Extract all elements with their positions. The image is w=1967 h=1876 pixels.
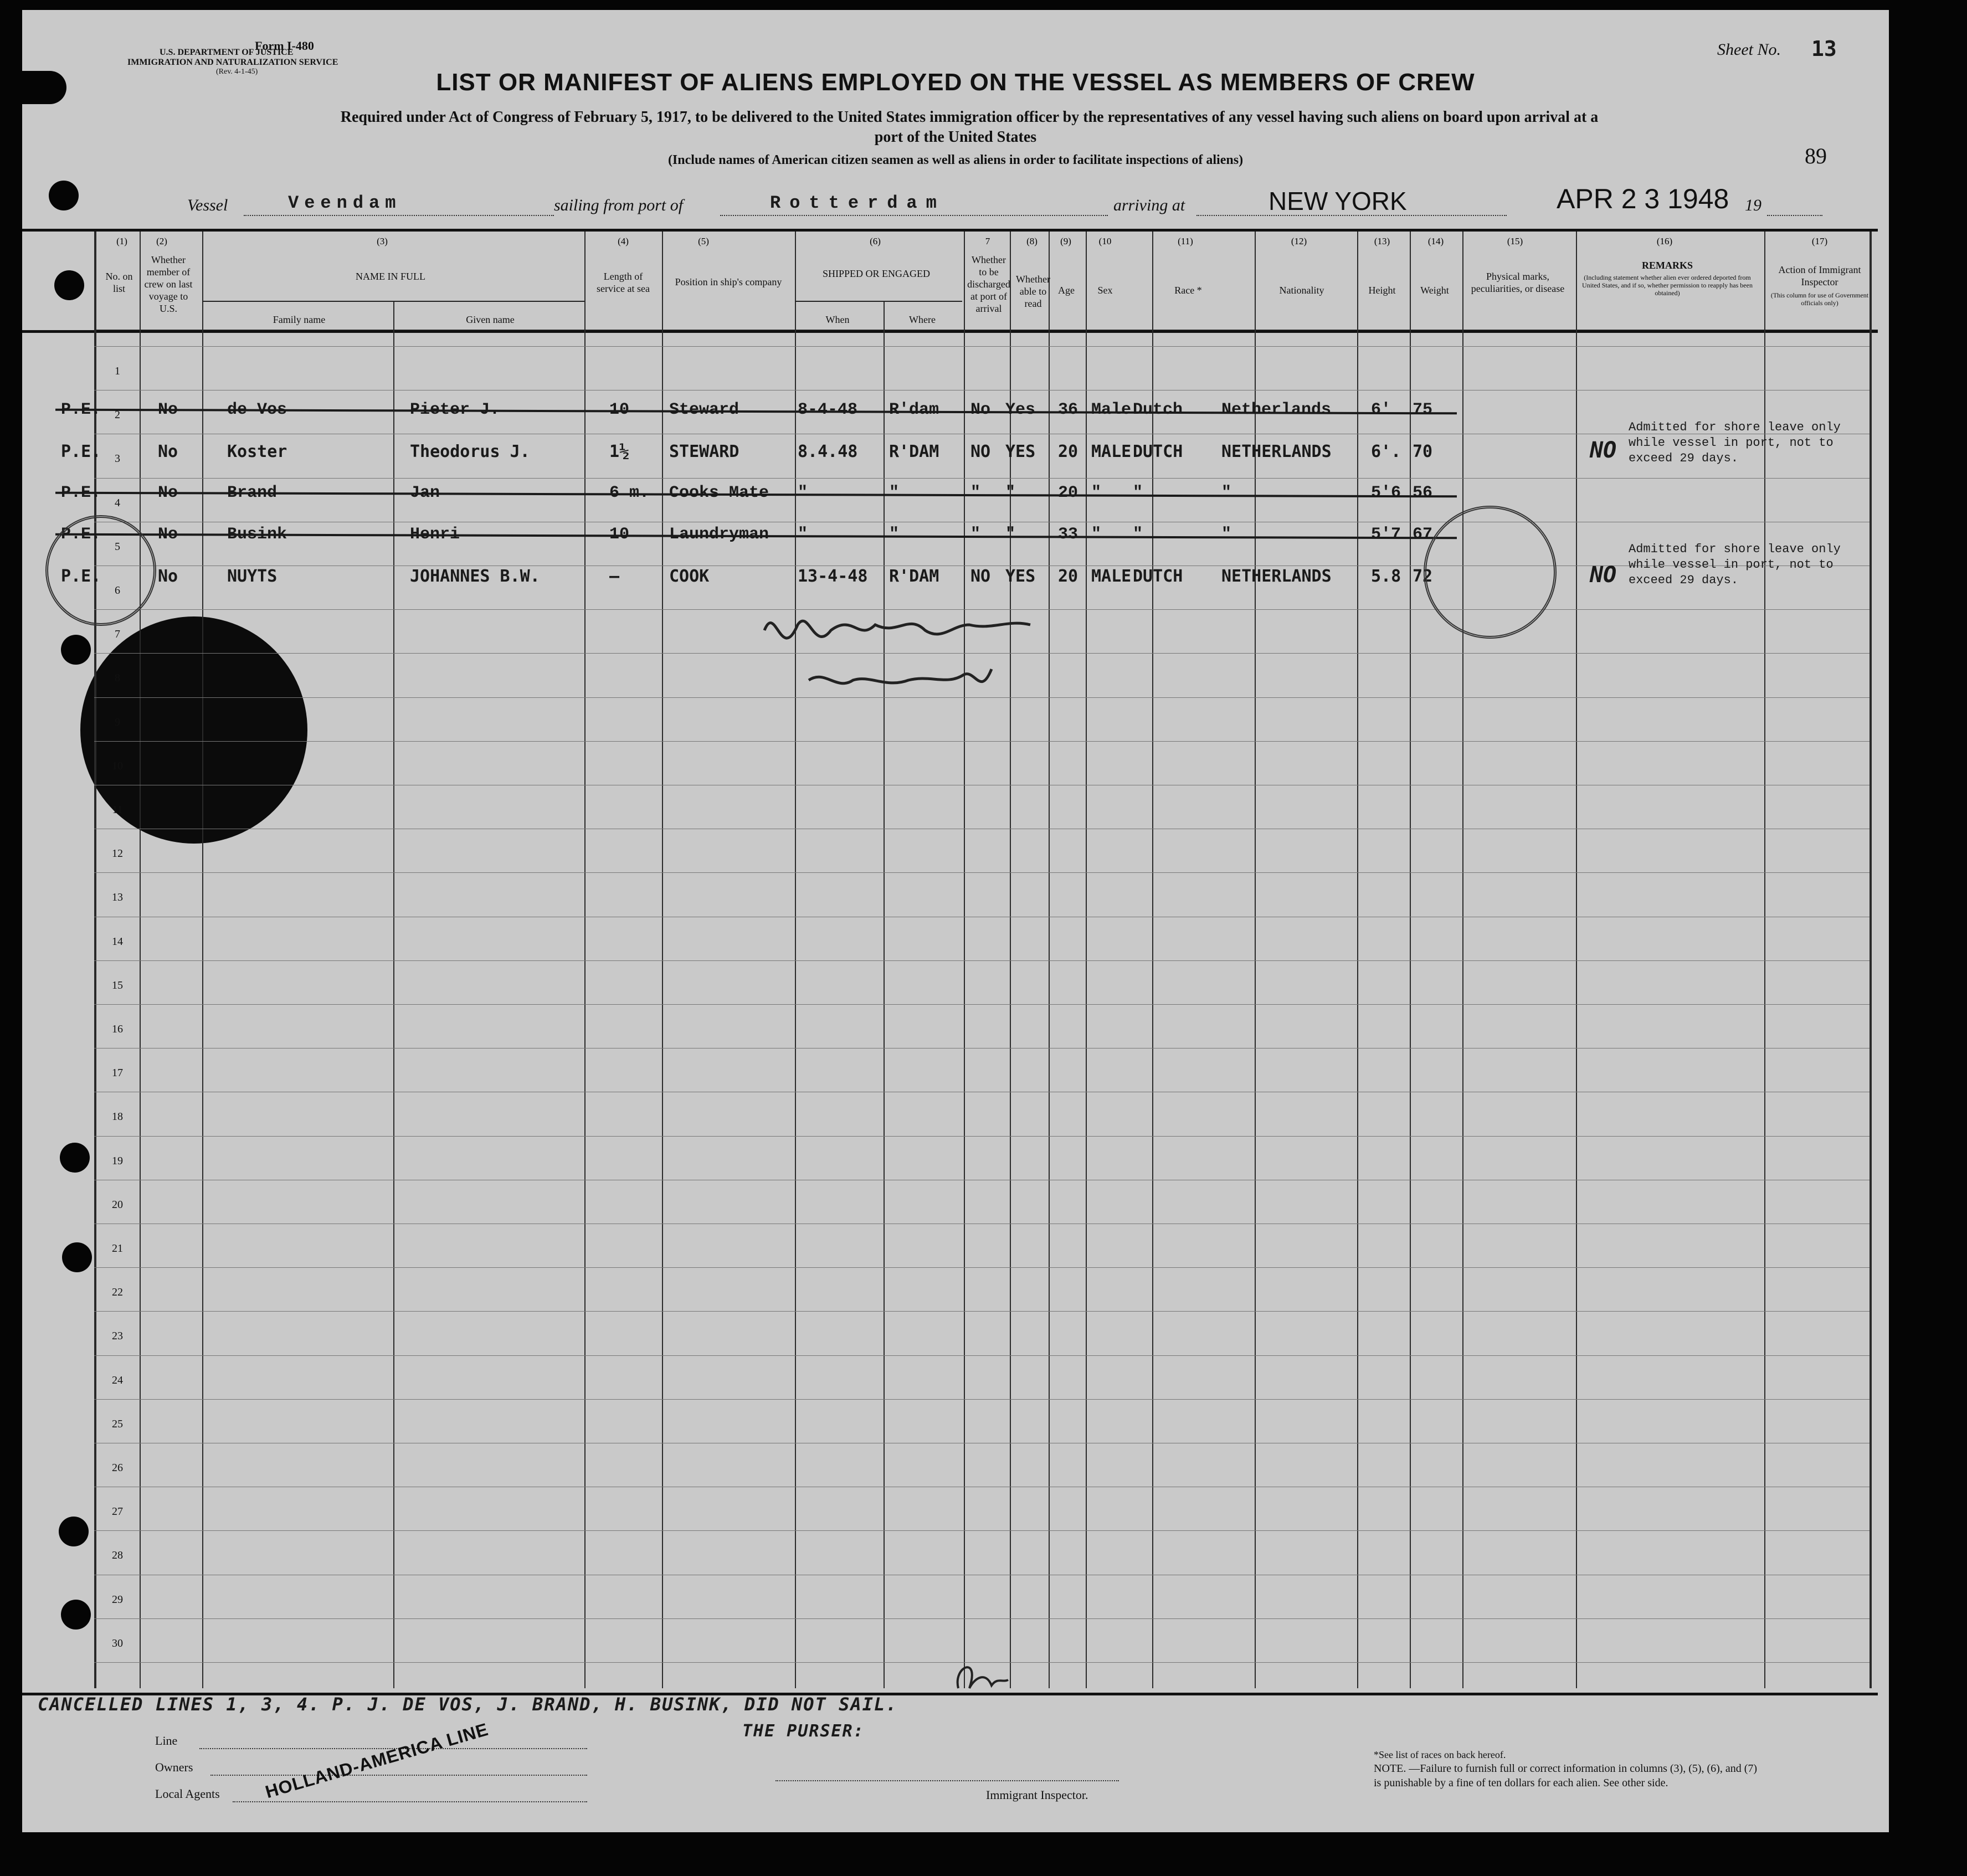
row-number: 14 [112, 935, 123, 948]
subtitle-line-2: port of the United States [874, 129, 1037, 146]
row-weight: 72 [1413, 567, 1433, 586]
penalty-note-continued: is punishable by a fine of ten dollars for each alien. See other side. [1374, 1777, 1668, 1789]
row-height: 6'. [1371, 442, 1401, 461]
row-family-name: Koster [227, 442, 287, 461]
row-height: 6' [1371, 400, 1391, 419]
row-number: 18 [112, 1111, 123, 1123]
row-sex: Male [1091, 400, 1132, 419]
row-number: 29 [112, 1593, 123, 1606]
col-header-3-given: Given name [466, 314, 515, 325]
row-rule [94, 1399, 1870, 1400]
department-name: U.S. DEPARTMENT OF JUSTICE [160, 48, 294, 57]
row-race: DUTCH [1133, 442, 1183, 461]
row-service: 6 m. [609, 484, 650, 502]
row-age: 33 [1058, 525, 1078, 544]
col-header-6-when: When [825, 314, 850, 325]
row-number: 2 [115, 409, 120, 422]
row-number: 28 [112, 1549, 123, 1562]
row-where: R'DAM [889, 567, 939, 586]
row-able-to-read: YES [1005, 442, 1036, 461]
row-weight: 56 [1413, 484, 1433, 502]
row-number: 23 [112, 1330, 123, 1343]
races-note: *See list of races on back hereof. [1374, 1749, 1506, 1760]
row-given-name: Henri [410, 525, 460, 544]
row-number: 24 [112, 1374, 123, 1386]
row-able-to-read: " [1005, 525, 1016, 544]
port-underline [720, 215, 1108, 216]
row-position: STEWARD [669, 442, 739, 461]
sailing-label: sailing from port of [554, 196, 684, 214]
row-rule [94, 872, 1870, 873]
col-header-8: Whether able to read [1016, 274, 1050, 309]
revision: (Rev. 4-1-45) [216, 68, 258, 76]
col-number-11: (11) [1178, 236, 1193, 246]
row-mark: P.E. [61, 400, 101, 419]
row-number: 8 [115, 672, 120, 685]
col-header-16-note: (Including statement whether alien ever ordered deported from United States, and if so, whether permission to reapply has been obtained) [1582, 274, 1753, 297]
col-header-3: NAME IN FULL [356, 271, 425, 282]
year-underline [1767, 215, 1822, 216]
arriving-underline [1196, 215, 1507, 216]
col-number-9: (9) [1060, 236, 1071, 246]
row-where: " [889, 525, 900, 544]
row-number: 12 [112, 847, 123, 860]
row-number: 6 [115, 584, 120, 597]
row-service: 10 [609, 525, 630, 544]
col-header-17-note: (This column for use of Government officials only) [1770, 291, 1869, 307]
row-given-name: JOHANNES B.W. [410, 567, 540, 586]
col-header-9: Age [1058, 285, 1075, 296]
row-rule [94, 1530, 1870, 1531]
purser-label: THE PURSER: [742, 1721, 865, 1741]
row-number: 27 [112, 1505, 123, 1518]
row-crew: No [158, 525, 178, 544]
row-race: DUTCH [1133, 567, 1183, 586]
row-nationality: NETHERLANDS [1221, 442, 1332, 461]
row-race: " [1133, 484, 1143, 502]
col-header-10: Sex [1097, 285, 1113, 296]
col-header-3-family: Family name [273, 314, 326, 325]
row-number: 21 [112, 1242, 123, 1255]
row-sex: " [1091, 525, 1102, 544]
table-row [22, 525, 1878, 553]
row-number: 5 [115, 540, 120, 553]
col-number-5: (5) [698, 236, 709, 246]
subtitle-line-3: (Include names of American citizen seamen as well as aliens in order to facilitate inspections of aliens) [667, 153, 1244, 167]
row-nationality: " [1221, 525, 1232, 544]
row-number: 26 [112, 1462, 123, 1474]
col-header-1: No. on list [105, 271, 133, 294]
row-where: " [889, 484, 900, 502]
inspector-signature [742, 592, 1086, 708]
row-weight: 70 [1413, 442, 1433, 461]
row-number: 7 [115, 628, 120, 641]
inspector-label: Immigrant Inspector. [986, 1788, 1088, 1802]
vessel-underline [244, 215, 554, 216]
col-number-8: (8) [1026, 236, 1038, 246]
col-number-4: (4) [618, 236, 629, 246]
arriving-port: NEW YORK [1268, 187, 1407, 215]
col-number-1: (1) [116, 236, 127, 246]
row-family-name: de Vos [227, 400, 287, 419]
row-where: R'dam [889, 400, 939, 419]
row-rule [94, 1267, 1870, 1268]
row-age: 20 [1058, 442, 1078, 461]
row-nationality: Netherlands [1221, 400, 1332, 419]
row-race: Dutch [1133, 400, 1183, 419]
line-label: Line [155, 1734, 178, 1747]
shipped-subrule [795, 301, 962, 302]
name-subrule [202, 301, 584, 302]
col-header-17: Action of Immigrant Inspector [1778, 264, 1861, 287]
col-number-10: (10 [1098, 236, 1112, 246]
row-remark: NO [1590, 438, 1617, 463]
row-nationality: NETHERLANDS [1221, 567, 1332, 586]
row-rule [94, 346, 1870, 347]
row-rule [94, 1618, 1870, 1619]
consulate-seal-stamp [1424, 506, 1557, 639]
row-rule [94, 478, 1870, 479]
row-when: 13-4-48 [798, 567, 868, 586]
row-sex: MALE [1091, 567, 1132, 586]
row-rule [94, 1136, 1870, 1137]
row-discharged: NO [970, 567, 991, 586]
row-given-name: Theodorus J. [410, 442, 530, 461]
row-race: " [1133, 525, 1143, 544]
row-rule [94, 1355, 1870, 1356]
col-header-4: Length of service at sea [597, 271, 650, 294]
punch-hole [49, 181, 79, 210]
arrival-date-stamp: APR 2 3 1948 [1557, 183, 1729, 214]
row-able-to-read: " [1005, 484, 1016, 502]
row-given-name: Pieter J. [410, 400, 500, 419]
row-number: 3 [115, 453, 120, 465]
row-number: 22 [112, 1286, 123, 1299]
row-crew: No [158, 400, 178, 419]
row-nationality: " [1221, 484, 1232, 502]
col-number-17: (17) [1811, 236, 1828, 246]
col-header-6: SHIPPED OR ENGAGED [822, 268, 930, 279]
row-mark: P.E. [61, 442, 101, 461]
row-weight: 67 [1413, 525, 1433, 544]
holland-america-line-stamp: HOLLAND-AMERICA LINE [263, 1719, 491, 1802]
row-height: 5'6 [1371, 484, 1401, 502]
col-header-5: Position in ship's company [675, 276, 782, 287]
row-number: 20 [112, 1198, 123, 1211]
table-row [22, 484, 1878, 511]
row-service: 10 [609, 400, 630, 419]
page-title: LIST OR MANIFEST OF ALIENS EMPLOYED ON THE VESSEL AS MEMBERS OF CREW [436, 69, 1475, 96]
row-rule [94, 960, 1870, 961]
row-number: 10 [112, 759, 123, 772]
col-header-16: REMARKS [1641, 260, 1693, 271]
col-number-2: (2) [156, 236, 167, 246]
row-position: COOK [669, 567, 710, 586]
row-number: 25 [112, 1417, 123, 1430]
cancelled-lines-note: CANCELLED LINES 1, 3, 4. P. J. DE VOS, J. BRAND, H. BUSINK, DID NOT SAIL. [38, 1694, 898, 1715]
row-discharged: " [970, 525, 981, 544]
row-number: 19 [112, 1154, 123, 1167]
row-crew: No [158, 484, 178, 502]
row-when: " [798, 484, 808, 502]
row-discharged: " [970, 484, 981, 502]
row-when: " [798, 525, 808, 544]
row-number: 17 [112, 1067, 123, 1080]
row-rule [94, 1004, 1870, 1005]
subtitle-line-1: Required under Act of Congress of February 5, 1917, to be delivered to the United States immigration officer by the representatives of any vessel having such aliens on board upon arrival at a [340, 109, 1599, 126]
row-height: 5'7 [1371, 525, 1401, 544]
row-discharged: No [970, 400, 991, 419]
row-able-to-read: Yes [1005, 400, 1036, 419]
vessel-label: Vessel [187, 196, 228, 214]
year-label: 19 [1745, 196, 1761, 214]
col-number-13: (13) [1374, 236, 1390, 246]
row-discharged: NO [970, 442, 991, 461]
row-number: 9 [115, 716, 120, 728]
row-mark: P.E. [61, 567, 101, 586]
arriving-label: arriving at [1113, 196, 1185, 214]
table-row [22, 400, 1878, 428]
col-header-12: Nationality [1279, 285, 1324, 296]
col-header-15: Physical marks, peculiarities, or disease [1471, 271, 1565, 294]
row-number: 4 [115, 496, 120, 509]
agents-label: Local Agents [155, 1787, 220, 1801]
sheet-label: Sheet No. [1717, 40, 1781, 59]
col-number-12: (12) [1291, 236, 1307, 246]
agents-underline [233, 1801, 587, 1802]
row-age: 20 [1058, 567, 1078, 586]
col-number-16: (16) [1656, 236, 1673, 246]
manifest-sheet [22, 10, 1889, 1832]
row-able-to-read: YES [1005, 567, 1036, 586]
inspector-underline [775, 1780, 1119, 1781]
sheet-number: 13 [1811, 37, 1837, 61]
row-position: Laundryman [669, 525, 769, 544]
service-name: IMMIGRATION AND NATURALIZATION SERVICE [127, 58, 338, 67]
admitted-note: Admitted for shore leave only while vessel in port, not to exceed 29 days. [1629, 542, 1841, 587]
row-number: 13 [112, 891, 123, 904]
row-position: Steward [669, 400, 739, 419]
page-number: 89 [1805, 143, 1827, 168]
row-crew: No [158, 442, 178, 461]
row-height: 5.8 [1371, 567, 1401, 586]
row-sex: " [1091, 484, 1102, 502]
col-header-14: Weight [1420, 285, 1449, 296]
consulate-seal-stamp [45, 515, 156, 626]
row-age: 20 [1058, 484, 1078, 502]
row-crew: No [158, 567, 178, 586]
row-family-name: Brand [227, 484, 278, 502]
row-age: 36 [1058, 400, 1078, 419]
row-service: 1½ [609, 442, 630, 461]
purser-signature [942, 1638, 1019, 1705]
owners-label: Owners [155, 1760, 193, 1774]
row-when: 8.4.48 [798, 442, 858, 461]
col-header-13: Height [1368, 285, 1396, 296]
col-number-7: 7 [985, 236, 990, 246]
col-number-14: (14) [1427, 236, 1444, 246]
row-family-name: Busink [227, 525, 287, 544]
row-rule [94, 1311, 1870, 1312]
row-rule [94, 741, 1870, 742]
row-where: R'DAM [889, 442, 939, 461]
header-bottom-rule [22, 330, 1878, 333]
vessel-name: Veendam [288, 193, 402, 213]
col-number-6: (6) [870, 236, 881, 246]
row-number: 15 [112, 979, 123, 991]
penalty-note: NOTE. —Failure to furnish full or correct information in columns (3), (5), (6), and (7) [1374, 1762, 1758, 1775]
col-number-15: (15) [1507, 236, 1523, 246]
row-weight: 75 [1413, 400, 1433, 419]
row-number: 11 [112, 804, 123, 816]
table-row [22, 438, 1878, 470]
row-mark: P.E. [61, 525, 101, 544]
form-number: Form I-480 [255, 39, 314, 53]
row-given-name: Jan [410, 484, 440, 502]
col-header-11: Race * [1174, 285, 1202, 296]
col-header-7: Whether to be discharged at port of arrival [967, 254, 1010, 314]
col-header-2: Whether member of crew on last voyage to U.S. [144, 254, 193, 314]
row-when: 8-4-48 [798, 400, 858, 419]
row-family-name: NUYTS [227, 567, 278, 586]
row-sex: MALE [1091, 442, 1132, 461]
owners-underline [210, 1775, 587, 1776]
row-number: 30 [112, 1637, 123, 1649]
admitted-note: Admitted for shore leave only while vessel in port, not to exceed 29 days. [1629, 420, 1841, 465]
port-name: Rotterdam [770, 193, 946, 213]
row-service: – [609, 567, 620, 586]
row-number: 1 [115, 365, 120, 377]
row-position: Cooks Mate [669, 484, 769, 502]
row-number: 16 [112, 1023, 123, 1035]
row-remark: NO [1590, 562, 1617, 588]
col-number-3: (3) [377, 236, 388, 246]
row-mark: P.E. [61, 484, 101, 502]
col-header-6-where: Where [909, 314, 936, 325]
